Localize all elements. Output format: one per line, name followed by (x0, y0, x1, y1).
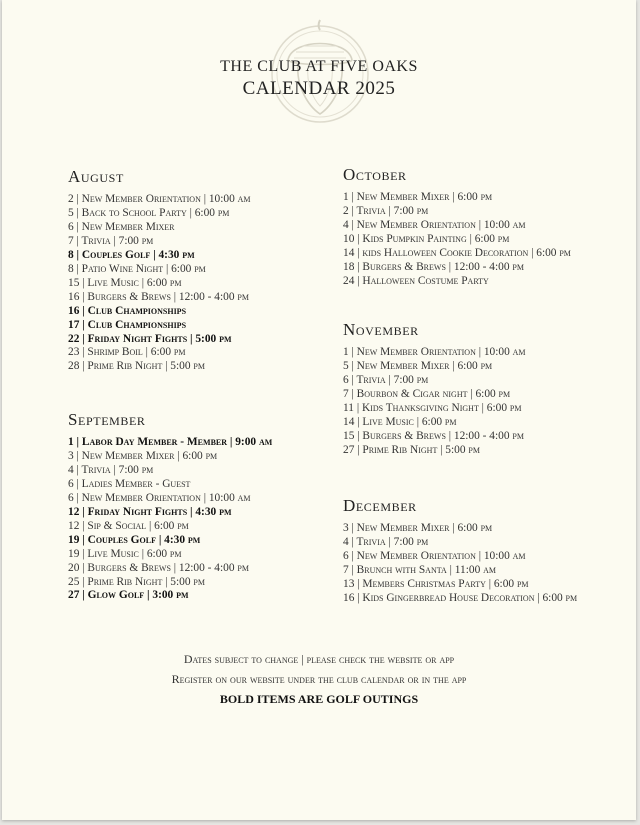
event-list-november (343, 346, 640, 458)
month-october (343, 165, 640, 289)
event-item: 4 | New Member Orientation | 10:00 am (343, 218, 526, 231)
event-list-october (343, 191, 640, 289)
event-item: 24 | Halloween Costume Party (343, 274, 489, 287)
event-item: 17 | Club Championships (68, 318, 187, 331)
footer-bold-legend: BOLD ITEMS ARE GOLF OUTINGS (219, 692, 419, 706)
event-item: 3 | New Member Mixer | 6:00 pm (68, 449, 218, 462)
event-item: 27 | Prime Rib Night | 5:00 pm (343, 443, 480, 456)
event-list-december (343, 522, 640, 606)
event-item: 7 | Brunch with Santa | 11:00 am (343, 563, 496, 576)
event-item: 12 | Friday Night Fights | 4:30 pm (68, 505, 232, 518)
event-item: 6 | Trivia | 7:00 pm (343, 373, 429, 386)
event-item: 14 | Live Music | 6:00 pm (343, 415, 457, 428)
event-item: 15 | Burgers & Brews | 12:00 - 4:00 pm (343, 429, 524, 442)
event-item: 11 | Kids Thanksgiving Night | 6:00 pm (343, 401, 522, 414)
month-heading-august: August (68, 167, 124, 186)
event-item: 16 | Club Championships (68, 304, 187, 317)
event-item: 5 | New Member Mixer | 6:00 pm (343, 359, 493, 372)
event-item: 27 | Glow Golf | 3:00 pm (68, 589, 189, 602)
event-item: 3 | New Member Mixer | 6:00 pm (343, 522, 493, 534)
month-heading-september: September (68, 410, 146, 429)
event-item: 8 | Patio Wine Night | 6:00 pm (68, 262, 206, 275)
month-heading-november: November (343, 320, 419, 339)
footer-disclaimer: Dates subject to change | please check the website or app (183, 652, 455, 666)
event-item: 23 | Shrimp Boil | 6:00 pm (68, 346, 186, 359)
event-item: 25 | Prime Rib Night | 5:00 pm (68, 575, 205, 588)
event-item: 7 | Bourbon & Cigar night | 6:00 pm (343, 387, 511, 400)
event-item: 8 | Couples Golf | 4:30 pm (68, 248, 195, 261)
event-item: 1 | Labor Day Member - Member | 9:00 am (68, 436, 273, 448)
event-item: 4 | Trivia | 7:00 pm (68, 463, 154, 476)
event-item: 4 | Trivia | 7:00 pm (343, 535, 429, 548)
event-item: 16 | Burgers & Brews | 12:00 - 4:00 pm (68, 290, 249, 303)
month-september (68, 410, 368, 603)
event-list-september (68, 436, 368, 603)
month-november (343, 320, 640, 458)
event-item: 6 | New Member Orientation | 10:00 am (68, 491, 251, 504)
event-item: 13 | Members Christmas Party | 6:00 pm (343, 577, 529, 590)
event-item: 15 | Live Music | 6:00 pm (68, 276, 182, 289)
month-heading-october: October (343, 165, 407, 184)
event-item: 19 | Couples Golf | 4:30 pm (68, 533, 201, 546)
event-item: 22 | Friday Night Fights | 5:00 pm (68, 332, 232, 345)
event-list-august (68, 193, 368, 374)
calendar-title: CALENDAR 2025 (242, 78, 396, 99)
event-item: 16 | Kids Gingerbread House Decoration | 6:00 pm (343, 591, 578, 604)
month-heading-december: December (343, 496, 417, 515)
event-item: 10 | Kids Pumpkin Painting | 6:00 pm (343, 232, 510, 245)
month-december (343, 496, 640, 606)
event-item: 14 | kids Halloween Cookie Decoration | 6:00 pm (343, 246, 571, 259)
event-item: 6 | Ladies Member - Guest (68, 477, 191, 490)
event-item: 12 | Sip & Social | 6:00 pm (68, 519, 189, 532)
event-item: 1 | New Member Mixer | 6:00 pm (343, 191, 493, 203)
event-item: 19 | Live Music | 6:00 pm (68, 547, 182, 560)
calendar-page (2, 0, 636, 820)
event-item: 28 | Prime Rib Night | 5:00 pm (68, 360, 205, 373)
event-item: 7 | Trivia | 7:00 pm (68, 234, 154, 247)
event-item: 5 | Back to School Party | 6:00 pm (68, 206, 230, 219)
event-item: 18 | Burgers & Brews | 12:00 - 4:00 pm (343, 260, 524, 273)
event-item: 2 | Trivia | 7:00 pm (343, 204, 429, 217)
event-item: 6 | New Member Mixer (68, 220, 175, 233)
club-name: THE CLUB AT FIVE OAKS (220, 58, 418, 75)
event-item: 6 | New Member Orientation | 10:00 am (343, 549, 526, 562)
footer-register-note: Register on our website under the club calendar or in the app (171, 672, 467, 686)
event-item: 1 | New Member Orientation | 10:00 am (343, 346, 526, 358)
month-august (68, 167, 368, 374)
event-item: 2 | New Member Orientation | 10:00 am (68, 193, 251, 205)
event-item: 20 | Burgers & Brews | 12:00 - 4:00 pm (68, 561, 249, 574)
